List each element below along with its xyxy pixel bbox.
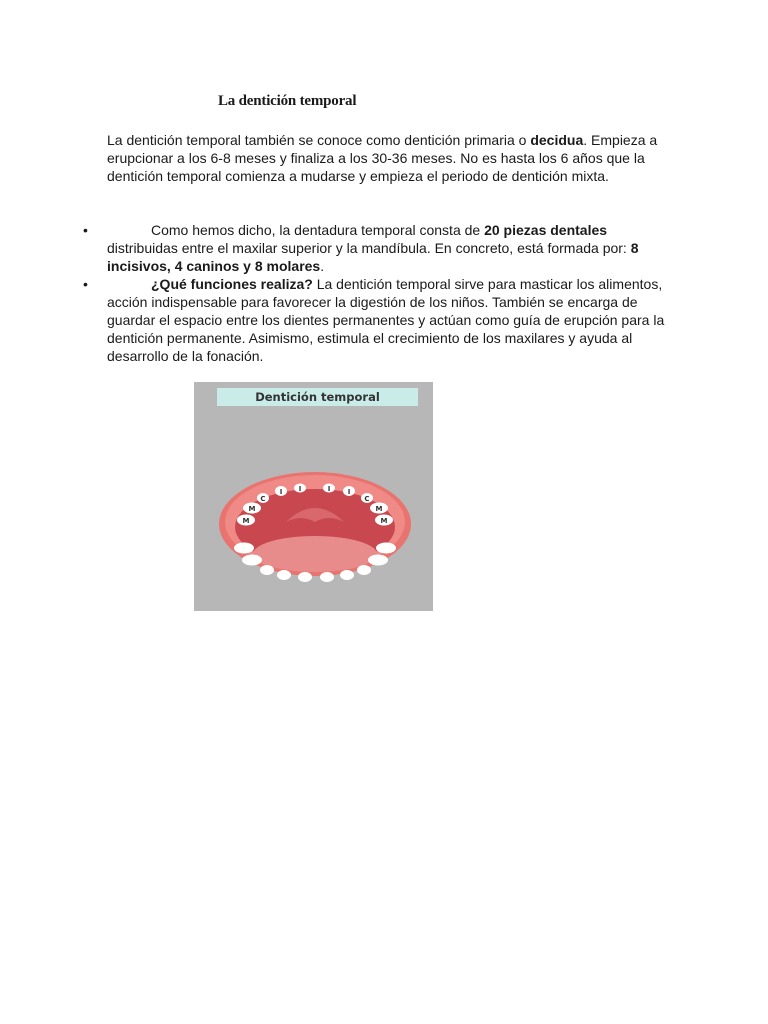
tooth (298, 572, 312, 582)
mouth-illustration (194, 382, 433, 611)
intro-text-1: La dentición temporal también se conoce como dentición primaria o (107, 132, 531, 148)
tooth (376, 543, 396, 554)
tooth-label: M (375, 505, 383, 513)
bullet-1-bold-2: 8 incisivos, 4 caninos y 8 molares (107, 240, 639, 274)
intro-paragraph (107, 131, 667, 185)
bullet-item-functions (83, 275, 667, 365)
bullet-marker: • (83, 222, 88, 238)
tooth-label: C (364, 495, 370, 503)
tooth-label: I (327, 485, 331, 493)
bullet-1-text-3: . (320, 258, 325, 274)
tooth-label: M (248, 505, 256, 513)
dentition-figure (194, 382, 433, 611)
bullet-item-dentition-count (83, 221, 667, 275)
tooth-label: M (242, 517, 250, 525)
document-title: La dentición temporal (218, 93, 357, 109)
intro-bold-decidua: decidua (530, 132, 584, 148)
bullet-1-text-2: distribuidas entre el maxilar superior y la mandíbula. En concreto, está formada por: (107, 240, 631, 256)
tooth-label: I (279, 488, 283, 496)
bullet-2-bold-1: ¿Qué funciones realiza? (151, 276, 313, 292)
tooth (357, 565, 371, 575)
tooth-label: M (380, 517, 388, 525)
intro-text-2: . Empieza a erupcionar a los 6-8 meses y finaliza a los 30-36 meses. No es hasta los 6 años que la dentición temporal comienza a mudarse y empieza el periodo de dentición mixta. (107, 132, 658, 184)
figure-label: Dentición temporal (217, 388, 418, 406)
bullet-2-text-1: La dentición temporal sirve para masticar los alimentos, acción indispensable para favorecer la digestión de los niños. También se encarga de guardar el espacio entre los dientes permanentes y actúan como guía de erupción para la dentición permanente. Asimismo, estimula el crecimiento de los maxilares y ayuda al desarrollo de la fonación. (107, 276, 665, 364)
bullet-1-text-1: Como hemos dicho, la dentadura temporal consta de (151, 222, 485, 238)
tooth (260, 565, 274, 575)
bullet-list (83, 221, 667, 365)
tooth (234, 543, 254, 554)
tooth (242, 555, 262, 566)
tooth-label: C (260, 495, 266, 503)
tooth (340, 570, 354, 580)
tooth-label: I (347, 488, 351, 496)
bullet-marker: • (83, 276, 88, 292)
tooth (368, 555, 388, 566)
tooth (277, 570, 291, 580)
tooth (320, 572, 334, 582)
tooth-label: I (298, 485, 302, 493)
bullet-1-bold-1: 20 piezas dentales (484, 222, 608, 238)
